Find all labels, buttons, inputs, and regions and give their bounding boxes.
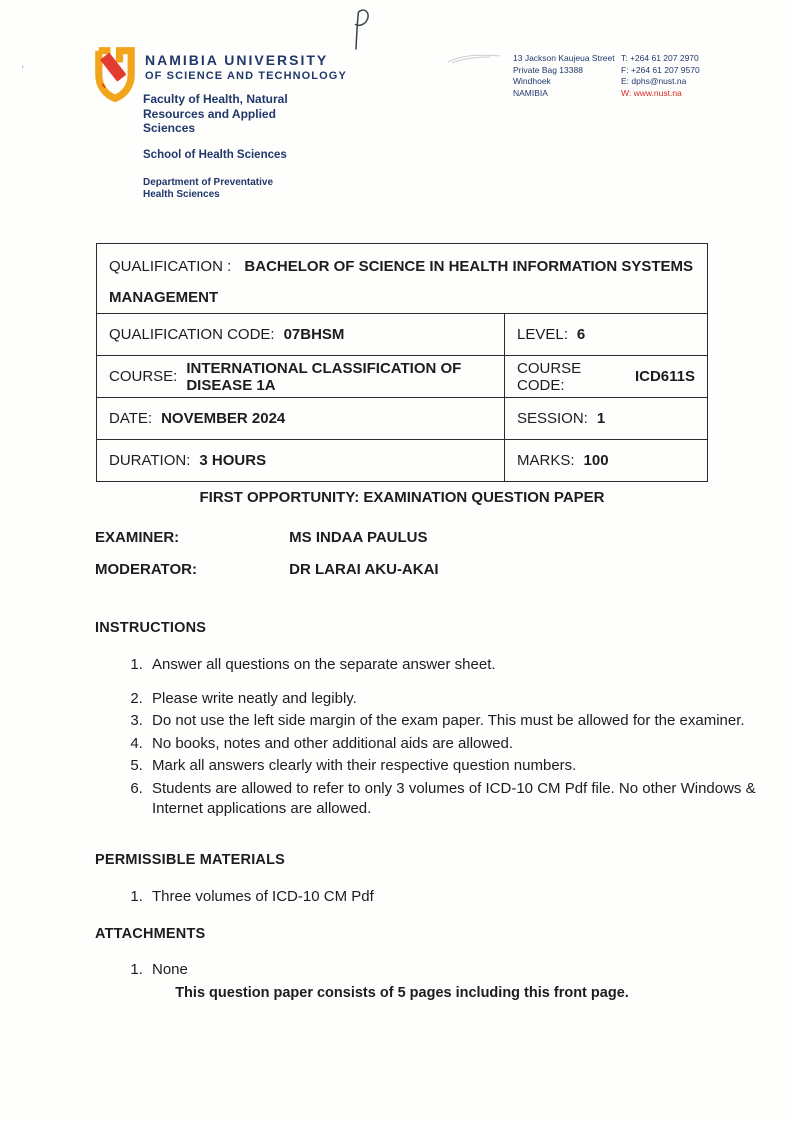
department-name: Department of Preventative Health Sciences	[143, 177, 274, 200]
address-line: Private Bag 13388	[513, 64, 583, 75]
qualification-code-label: QUALIFICATION CODE:	[109, 326, 275, 343]
marks-value: 100	[583, 452, 609, 469]
course-code-label: COURSE CODE:	[517, 359, 582, 394]
duration-value: 3 HOURS	[199, 452, 267, 469]
website-line: W: www.nust.na	[621, 87, 682, 98]
instructions-heading: INSTRUCTIONS	[95, 620, 207, 636]
permissible-material-item: 1. Three volumes of ICD-10 CM Pdf	[147, 887, 767, 908]
moderator-name: DR LARAI AKU-AKAI	[289, 561, 439, 578]
session-value: 1	[596, 410, 606, 427]
address-line: 13 Jackson Kaujeua Street	[513, 53, 615, 63]
handwritten-p-mark	[348, 8, 374, 57]
attachment-item: 1. None	[147, 960, 767, 981]
table-row-date-session	[97, 397, 707, 439]
stray-mark: ‚	[20, 57, 26, 71]
course-value: INTERNATIONAL CLASSIFICATION OF DISEASE 1A	[186, 359, 462, 394]
qualification-cell	[97, 244, 707, 313]
table-row-course	[97, 355, 707, 397]
marks-cell	[505, 440, 707, 481]
exam-paper-title: FIRST OPPORTUNITY: EXAMINATION QUESTION PAPER	[199, 489, 605, 506]
address-block	[513, 53, 615, 99]
date-cell	[97, 398, 505, 439]
table-row-duration-marks	[97, 439, 707, 481]
university-name-line1: NAMIBIA UNIVERSITY	[145, 52, 329, 68]
instruction-item: 3. Do not use the left side margin of the exam paper. This must be allowed for the examiner.	[147, 711, 767, 732]
table-row-code-level	[97, 313, 707, 355]
duration-label: DURATION:	[109, 452, 191, 469]
duration-cell	[97, 440, 505, 481]
examiner-row	[95, 529, 428, 546]
session-label: SESSION:	[517, 410, 588, 427]
course-code-value: ICD611S	[634, 368, 695, 385]
date-label: DATE:	[109, 410, 153, 427]
instruction-item: 2. Please write neatly and legibly.	[147, 689, 767, 710]
instruction-item: 5. Mark all answers clearly with their respective question numbers.	[147, 756, 767, 777]
qualification-code-value: 07BHSM	[283, 326, 345, 343]
course-cell	[97, 356, 505, 397]
moderator-label: MODERATOR:	[95, 561, 197, 578]
exam-info-table	[96, 243, 708, 482]
date-value: NOVEMBER 2024	[161, 410, 286, 427]
table-row-qualification	[97, 244, 707, 313]
qualification-label: QUALIFICATION :	[109, 258, 232, 275]
course-code-cell	[505, 356, 707, 397]
qualification-value: BACHELOR OF SCIENCE IN HEALTH INFORMATION SYSTEMS MANAGEMENT	[109, 258, 694, 306]
instruction-item: 4. No books, notes and other additional aids are allowed.	[147, 734, 767, 755]
qualification-code-cell	[97, 314, 505, 355]
contact-block	[621, 53, 700, 99]
examiner-label: EXAMINER:	[95, 529, 180, 546]
session-cell	[505, 398, 707, 439]
permissible-materials-heading: PERMISSIBLE MATERIALS	[95, 852, 286, 868]
university-name-line2: OF SCIENCE AND TECHNOLOGY	[145, 70, 347, 82]
nust-logo	[88, 44, 142, 111]
page-count-note: This question paper consists of 5 pages including this front page.	[175, 985, 629, 1001]
email-line: E: dphs@nust.na	[621, 76, 687, 86]
address-line: NAMIBIA	[513, 87, 548, 98]
course-label: COURSE:	[109, 368, 178, 385]
fax-line: F: +264 61 207 9570	[621, 64, 700, 75]
address-line: Windhoek	[513, 76, 551, 86]
level-value: 6	[576, 326, 586, 343]
moderator-row	[95, 561, 439, 578]
instructions-list	[95, 655, 767, 822]
level-label: LEVEL:	[517, 326, 568, 343]
school-name: School of Health Sciences	[143, 149, 287, 161]
instruction-item: 1. Answer all questions on the separate answer sheet.	[147, 655, 767, 676]
level-cell	[505, 314, 707, 355]
marks-label: MARKS:	[517, 452, 575, 469]
attachments-list	[95, 960, 767, 983]
attachments-heading: ATTACHMENTS	[95, 926, 206, 942]
faculty-name: Faculty of Health, Natural Resources and Applied Sciences	[143, 92, 288, 135]
phone-line: T: +264 61 207 2970	[621, 53, 699, 63]
examiner-name: MS INDAA PAULUS	[289, 529, 428, 546]
permissible-materials-list	[95, 887, 767, 910]
instruction-item: 6. Students are allowed to refer to only 3 volumes of ICD-10 CM Pdf file. No other Windows & Internet applications are allowed.	[147, 779, 767, 820]
pencil-squiggle-mark	[446, 50, 504, 71]
